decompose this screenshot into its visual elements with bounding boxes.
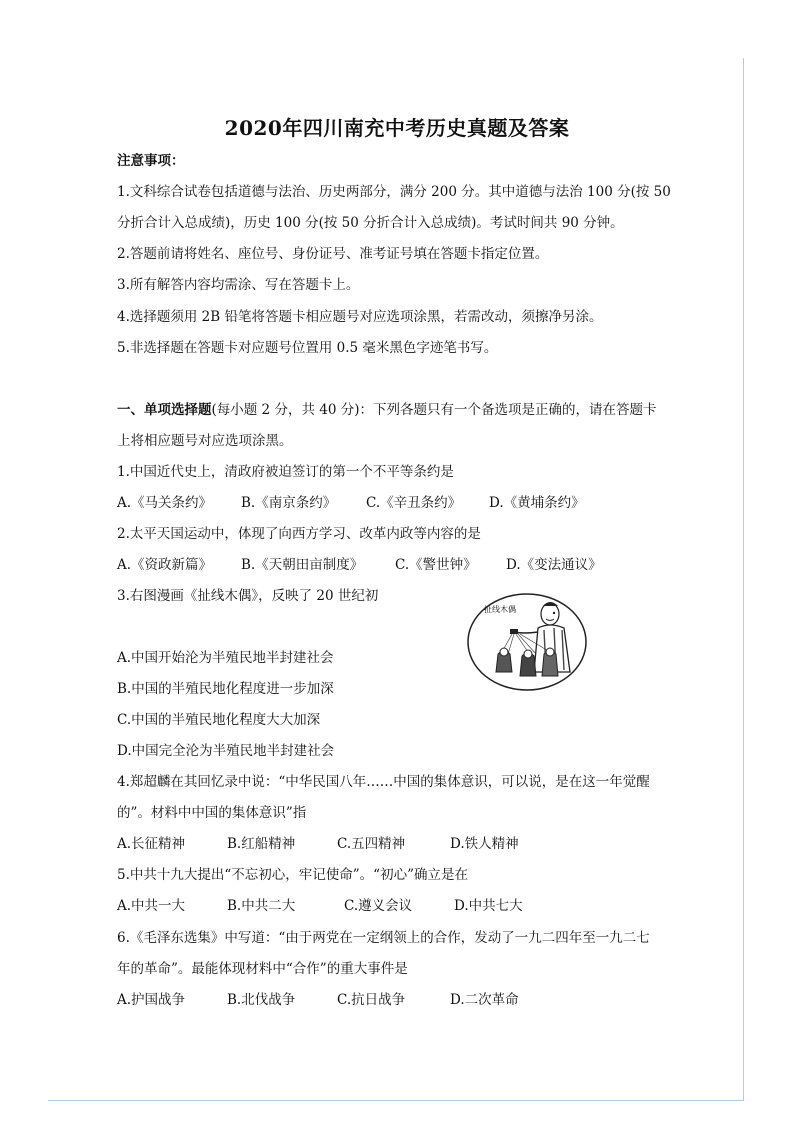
option-c: C.中国的半殖民地化程度大大加深 [117, 712, 321, 728]
option-a: A.中国开始沦为半殖民地半封建社会 [117, 650, 334, 666]
option-b: B.《天朝田亩制度》 [241, 557, 364, 573]
page-border-bottom [48, 1100, 744, 1101]
option-d: D.中共七大 [454, 898, 523, 914]
note-line: 4.选择题须用 2B 铅笔将答题卡相应题号对应选项涂黑，若需改动，须擦净另涂。 [117, 309, 603, 325]
page-title: 2020年四川南充中考历史真题及答案 [224, 116, 570, 140]
question-stem-continued: 年的革命”。最能体现材料中“合作”的重大事件是 [117, 961, 408, 977]
option-a: A.《资政新篇》 [117, 557, 213, 573]
question-stem: 3.右图漫画《扯线木偶》，反映了 20 世纪初 [117, 588, 379, 604]
option-row [117, 990, 519, 1010]
option-a: A.《马关条约》 [117, 495, 213, 511]
notes-heading: 注意事项： [117, 153, 185, 169]
option-a: A.中共一大 [117, 898, 186, 914]
option-b: B.《南京条约》 [241, 495, 337, 511]
note-line: 2.答题前请将姓名、座位号、身份证号、准考证号填在答题卡指定位置。 [117, 246, 549, 262]
option-c: C.遵义会议 [344, 898, 413, 914]
option-a: A.护国战争 [117, 992, 186, 1008]
option-d: D.铁人精神 [450, 836, 519, 852]
option-d: D.《黄埔条约》 [489, 495, 585, 511]
question-stem: 6.《毛泽东选集》中写道：“由于两党在一定纲领上的合作，发动了一九二四年至一九二七 [117, 930, 650, 946]
option-b: B.中国的半殖民地化程度进一步加深 [117, 681, 334, 697]
question-stem: 1.中国近代史上，清政府被迫签订的第一个不平等条约是 [117, 464, 454, 480]
option-c: C.五四精神 [337, 836, 406, 852]
question-stem: 2.太平天国运动中，体现了向西方学习、改革内政等内容的是 [117, 526, 481, 542]
section-desc-continued: 上将相应题号对应选项涂黑。 [117, 433, 293, 449]
option-c: C.《警世钟》 [395, 557, 477, 573]
option-row [117, 493, 585, 513]
option-d: D.二次革命 [450, 992, 519, 1008]
question-stem-continued: 的”。材料中中国的集体意识”指 [117, 805, 307, 821]
option-row [117, 896, 523, 916]
option-c: C.抗日战争 [337, 992, 406, 1008]
cartoon-caption: 扯线木偶 [484, 605, 516, 614]
note-line: 5.非选择题在答题卡对应题号位置用 0.5 毫米黑色字迹笔书写。 [117, 340, 498, 356]
question-stem: 5.中共十九大提出“不忘初心，牢记使命”。“初心”确立是在 [117, 867, 468, 883]
option-c: C.《辛丑条约》 [366, 495, 462, 511]
question-stem: 4.郑超麟在其回忆录中说：“中华民国八年……中国的集体意识，可以说，是在这一年觉醒 [117, 774, 650, 790]
section-desc: (每小题 2 分，共 40 分)：下列各题只有一个备选项是正确的，请在答题卡 [211, 402, 657, 418]
option-b: B.红船精神 [227, 836, 296, 852]
puppets [496, 648, 558, 676]
note-line: 分折合计入总成绩)，历史 100 分(按 50 分折合计入总成绩)。考试时间共 90 分钟。 [117, 215, 624, 231]
note-line: 1.文科综合试卷包括道德与法治、历史两部分，满分 200 分。其中道德与法治 100 分(按 50 [117, 184, 671, 200]
option-d: D.《变法通议》 [506, 557, 602, 573]
option-row [117, 834, 519, 854]
puppet-cartoon-figure [466, 592, 588, 693]
option-d: D.中国完全沦为半殖民地半封建社会 [117, 743, 335, 759]
option-b: B.北伐战争 [227, 992, 296, 1008]
option-row [117, 555, 602, 575]
section-intro [117, 400, 656, 420]
page-border-right [743, 58, 744, 1101]
option-a: A.长征精神 [117, 836, 186, 852]
option-b: B.中共二大 [227, 898, 296, 914]
section-heading: 一、单项选择题 [117, 402, 212, 418]
note-line: 3.所有解答内容均需涂、写在答题卡上。 [117, 277, 360, 293]
